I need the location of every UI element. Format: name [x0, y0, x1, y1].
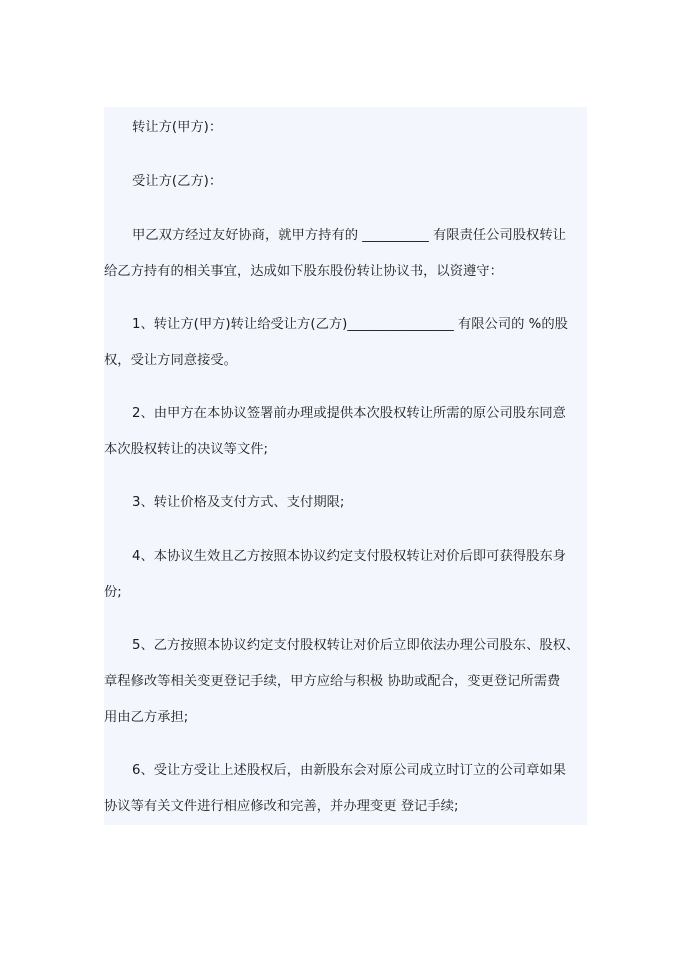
paragraph-line: 转让方(甲方)： — [132, 120, 223, 135]
clause-6 — [104, 753, 594, 825]
clause-4 — [104, 539, 594, 611]
paragraph-line: 甲乙双方经过友好协商，就甲方持有的 __________ 有限责任公司股权转让 — [132, 228, 566, 243]
paragraph-line: 受让方(乙方)： — [132, 174, 223, 189]
paragraph-line: 6、受让方受让上述股权后，由新股东会对原公司成立时订立的公司章如果 — [132, 763, 566, 778]
paragraph-line: 4、本协议生效且乙方按照本协议约定支付股权转让对价后即可获得股东身 — [132, 549, 566, 564]
paragraph-line: 给乙方持有的相关事宜，达成如下股东股份转让协议书，以资遵守： — [104, 264, 503, 279]
clause-2 — [104, 396, 594, 468]
transferee-label — [104, 164, 594, 200]
paragraph-line: 份; — [104, 585, 122, 600]
paragraph-line: 权，受让方同意接受。 — [104, 353, 237, 368]
paragraph-line: 1、转让方(甲方)转让给受让方(乙方)________________ 有限公司的 %的股 — [132, 317, 568, 332]
paragraph-line: 用由乙方承担; — [104, 710, 189, 725]
paragraph-line: 本次股权转让的决议等文件; — [104, 442, 269, 457]
paragraph-line: 3、转让价格及支付方式、支付期限; — [132, 495, 345, 510]
clause-5 — [104, 628, 594, 736]
clause-1 — [104, 307, 594, 379]
paragraph-line: 5、乙方按照本协议约定支付股权转让对价后立即依法办理公司股东、股权、 — [132, 638, 580, 653]
paragraph-line: 章程修改等相关变更登记手续，甲方应给与积极 协助或配合，变更登记所需费 — [104, 674, 561, 689]
clause-3 — [104, 485, 594, 521]
paragraph-line: 2、由甲方在本协议签署前办理或提供本次股权转让所需的原公司股东同意 — [132, 406, 566, 421]
transferor-label — [104, 110, 594, 146]
paragraph-line: 协议等有关文件进行相应修改和完善，并办理变更 登记手续; — [104, 799, 459, 814]
preamble-paragraph — [104, 218, 594, 290]
